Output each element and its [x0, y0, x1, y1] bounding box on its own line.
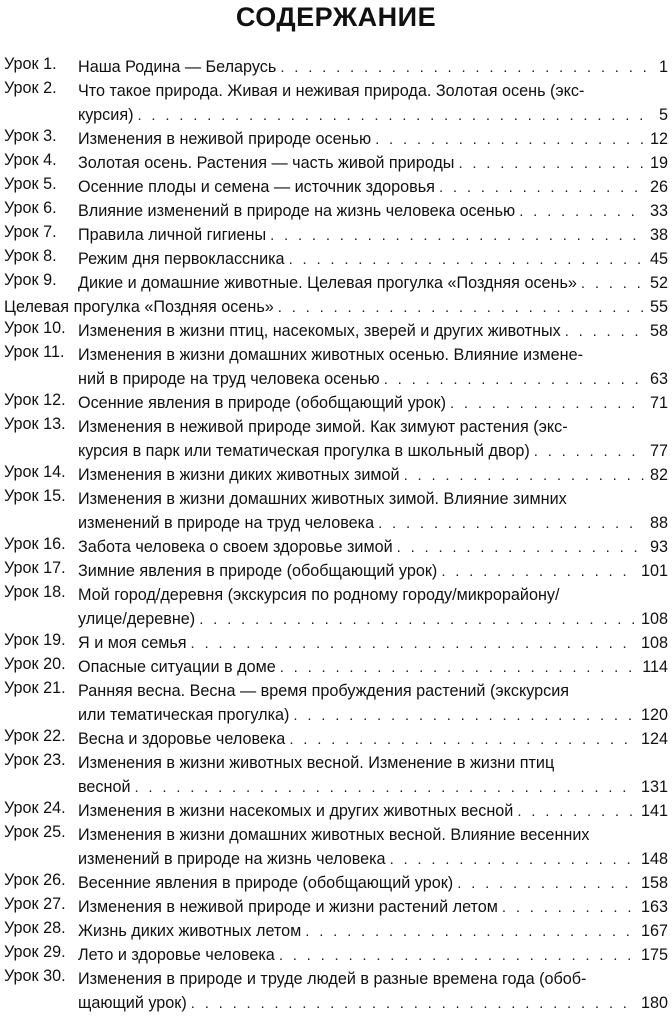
page-number: 108: [640, 634, 668, 652]
lesson-number: Урок 14.: [4, 463, 66, 481]
entry-title-line: весной: [78, 778, 131, 796]
entry-title-line: Весна и здоровье человека: [78, 730, 286, 748]
page-number: 38: [649, 226, 668, 244]
entry-title-line: Что такое природа. Живая и неживая природа. Золотая осень (экс-: [78, 82, 585, 100]
toc-entry[interactable]: [0, 583, 672, 631]
toc-entry[interactable]: [0, 559, 672, 583]
page-number: 120: [640, 706, 668, 724]
toc-entry[interactable]: [0, 391, 672, 415]
lesson-number: Урок 22.: [4, 727, 66, 745]
lesson-number: Урок 25.: [4, 823, 66, 841]
lesson-number: Урок 27.: [4, 895, 66, 913]
toc-entry[interactable]: [0, 679, 672, 727]
lesson-number: Урок 29.: [4, 943, 66, 961]
entry-title-line: Наша Родина — Беларусь: [78, 58, 277, 76]
toc-entry[interactable]: [0, 823, 672, 871]
toc-entry[interactable]: [0, 79, 672, 127]
page-number: 45: [649, 250, 668, 268]
entry-title-line: Изменения в природе и труде людей в разные времена года (обоб-: [78, 970, 587, 988]
entry-title-line: Мой город/деревня (экскурсия по родному городу/микрорайону/: [78, 586, 560, 604]
page-number: 167: [640, 922, 668, 940]
lesson-number: Урок 13.: [4, 415, 66, 433]
entry-title-line: Осенние плоды и семена — источник здоровья: [78, 178, 435, 196]
toc-entry[interactable]: [0, 895, 672, 919]
page-number: 163: [640, 898, 668, 916]
page-number: 1: [658, 58, 668, 76]
entry-title-line: Опасные ситуации в доме: [78, 658, 276, 676]
lesson-number: Урок 2.: [4, 79, 57, 97]
toc-entry[interactable]: [0, 919, 672, 943]
dot-leader: [441, 560, 635, 584]
toc-entry[interactable]: [0, 967, 672, 1015]
lesson-number: Урок 18.: [4, 583, 66, 601]
page-number: 26: [649, 178, 668, 196]
entry-title-line: Я и моя семья: [78, 634, 187, 652]
toc-entry[interactable]: [0, 655, 672, 679]
dot-leader: [278, 296, 644, 320]
toc-entry[interactable]: [0, 871, 672, 895]
toc-entry[interactable]: [0, 247, 672, 271]
page-number: 5: [658, 106, 668, 124]
dot-leader: [390, 848, 635, 872]
page-number: 101: [640, 562, 668, 580]
dot-leader: [279, 944, 635, 968]
toc-entry[interactable]: [0, 487, 672, 535]
page-number: 124: [640, 730, 668, 748]
dot-leader: [293, 704, 635, 728]
lesson-number: Урок 4.: [4, 151, 57, 169]
page-number: 33: [649, 202, 668, 220]
entry-title-line: Изменения в жизни птиц, насекомых, зверей и других животных: [78, 322, 561, 340]
entry-title-line: Лето и здоровье человека: [78, 946, 275, 964]
toc-entry[interactable]: [0, 535, 672, 559]
page-number: 175: [640, 946, 668, 964]
page-title: СОДЕРЖАНИЕ: [235, 2, 437, 32]
entry-title-line: Изменения в жизни животных весной. Изменение в жизни птиц: [78, 754, 555, 772]
toc-entry[interactable]: [0, 943, 672, 967]
page-number: 158: [640, 874, 668, 892]
lesson-number: Урок 24.: [4, 799, 66, 817]
dot-leader: [450, 392, 644, 416]
toc-entry[interactable]: [0, 343, 672, 391]
dot-leader: [519, 200, 644, 224]
dot-leader: [502, 896, 635, 920]
lesson-number: Урок 3.: [4, 127, 57, 145]
dot-leader: [191, 992, 635, 1016]
entry-title-line: Изменения в жизни домашних животных весной. Влияние весенних: [78, 826, 590, 844]
dot-leader: [135, 776, 635, 800]
lesson-number: Урок 15.: [4, 487, 66, 505]
entry-title-line: или тематическая прогулка): [78, 706, 290, 724]
page-number: 12: [649, 130, 668, 148]
page-number: 141: [640, 802, 668, 820]
lesson-number: Урок 9.: [4, 271, 57, 289]
entry-title-line: Правила личной гигиены: [78, 226, 267, 244]
page-number: 63: [649, 370, 668, 388]
page-number: 131: [640, 778, 668, 796]
toc-entry[interactable]: [0, 175, 672, 199]
entry-title-line: Влияние изменений в природе на жизнь человека осенью: [78, 202, 516, 220]
entry-title-line: ний в природе на труд человека осенью: [78, 370, 380, 388]
entry-title-line: Изменения в жизни домашних животных осенью. Влияние измене-: [78, 346, 583, 364]
entry-title-line: Изменения в неживой природе осенью: [78, 130, 372, 148]
lesson-number: Урок 28.: [4, 919, 66, 937]
toc-entry[interactable]: [0, 319, 672, 343]
entry-title-line: Изменения в неживой природе и жизни растений летом: [78, 898, 498, 916]
toc-entry[interactable]: [0, 631, 672, 655]
lesson-number: Урок 8.: [4, 247, 57, 265]
dot-leader: [458, 152, 644, 176]
dot-leader: [280, 56, 653, 80]
lesson-number: Урок 7.: [4, 223, 57, 241]
entry-title-line: Режим дня первоклассника: [78, 250, 285, 268]
entry-title-line: Осенние явления в природе (обобщающий урок): [78, 394, 446, 412]
toc-entry[interactable]: [0, 55, 672, 79]
lesson-number: Урок 23.: [4, 751, 66, 769]
page-number: 180: [640, 994, 668, 1012]
page-number: 52: [649, 274, 668, 292]
entry-title-line: улице/деревне): [78, 610, 196, 628]
lesson-number: Урок 26.: [4, 871, 66, 889]
entry-title-line: Забота человека о своем здоровье зимой: [78, 538, 393, 556]
toc-entry[interactable]: [0, 199, 672, 223]
entry-title-line: щающий урок): [78, 994, 187, 1012]
dot-leader: [270, 224, 644, 248]
entry-title-line: Ранняя весна. Весна — время пробуждения растений (экскурсия: [78, 682, 570, 700]
entry-title-line: Изменения в жизни насекомых и других животных весной: [78, 802, 514, 820]
dot-leader: [404, 464, 644, 488]
lesson-number: Урок 16.: [4, 535, 66, 553]
lesson-number: Урок 1.: [4, 55, 57, 73]
lesson-number: Урок 11.: [4, 343, 65, 361]
page-number: 77: [649, 442, 668, 460]
toc-entry[interactable]: [0, 751, 672, 799]
dot-leader: [581, 272, 644, 296]
toc-entry[interactable]: [0, 271, 672, 295]
toc-entry[interactable]: [0, 415, 672, 463]
entry-title-line: изменений в природе на труд человека: [78, 514, 375, 532]
dot-leader: [517, 800, 635, 824]
lesson-number: Урок 17.: [4, 559, 66, 577]
entry-title-line: Изменения в жизни домашних животных зимой. Влияние зимних: [78, 490, 567, 508]
entry-title-line: Золотая осень. Растения — часть живой природы: [78, 154, 455, 172]
dot-leader: [439, 176, 644, 200]
page-number: 88: [649, 514, 668, 532]
entry-title-line: Зимние явления в природе (обобщающий урок): [78, 562, 438, 580]
dot-leader: [534, 440, 644, 464]
toc-entry[interactable]: [0, 223, 672, 247]
entry-title-line: Дикие и домашние животные. Целевая прогулка «Поздняя осень»: [78, 274, 577, 292]
toc-entry[interactable]: [0, 727, 672, 751]
page-number: 93: [649, 538, 668, 556]
entry-title-line: Целевая прогулка «Поздняя осень»: [4, 298, 274, 316]
lesson-number: Урок 20.: [4, 655, 66, 673]
dot-leader: [457, 872, 635, 896]
entry-title-line: Весенние явления в природе (обобщающий урок): [78, 874, 454, 892]
entry-title-line: изменений в природе на жизнь человека: [78, 850, 386, 868]
entry-title-line: курсия): [78, 106, 134, 124]
lesson-number: Урок 30.: [4, 967, 66, 985]
dot-leader: [137, 104, 653, 128]
toc-entry[interactable]: [0, 799, 672, 823]
page-number: 19: [649, 154, 668, 172]
dot-leader: [378, 512, 644, 536]
page-number: 82: [649, 466, 668, 484]
dot-leader: [199, 608, 635, 632]
entry-title-line: Изменения в неживой природе зимой. Как зимуют растения (экс-: [78, 418, 568, 436]
dot-leader: [289, 248, 644, 272]
entry-title-line: Изменения в жизни диких животных зимой: [78, 466, 400, 484]
page-number: 58: [649, 322, 668, 340]
lesson-number: Урок 19.: [4, 631, 66, 649]
toc-entry[interactable]: [0, 127, 672, 151]
dot-leader: [375, 128, 644, 152]
dot-leader: [397, 536, 644, 560]
lesson-number: Урок 12.: [4, 391, 66, 409]
page-number: 55: [649, 298, 668, 316]
dot-leader: [289, 728, 635, 752]
toc-entry[interactable]: [0, 463, 672, 487]
lesson-number: Урок 10.: [4, 319, 66, 337]
entry-title-line: курсия в парк или тематическая прогулка в школьный двор): [78, 442, 530, 460]
lesson-number: Урок 21.: [4, 679, 66, 697]
entry-title-line: Жизнь диких животных летом: [78, 922, 302, 940]
page-number: 108: [640, 610, 668, 628]
page-number: 114: [642, 658, 668, 676]
dot-leader: [305, 920, 635, 944]
table-of-contents: [0, 55, 672, 1015]
page-number: 71: [649, 394, 668, 412]
dot-leader: [565, 320, 644, 344]
lesson-number: Урок 6.: [4, 199, 57, 217]
page-number: 148: [640, 850, 668, 868]
toc-entry[interactable]: [0, 295, 672, 319]
dot-leader: [384, 368, 644, 392]
dot-leader: [280, 656, 636, 680]
dot-leader: [191, 632, 635, 656]
lesson-number: Урок 5.: [4, 175, 57, 193]
toc-entry[interactable]: [0, 151, 672, 175]
